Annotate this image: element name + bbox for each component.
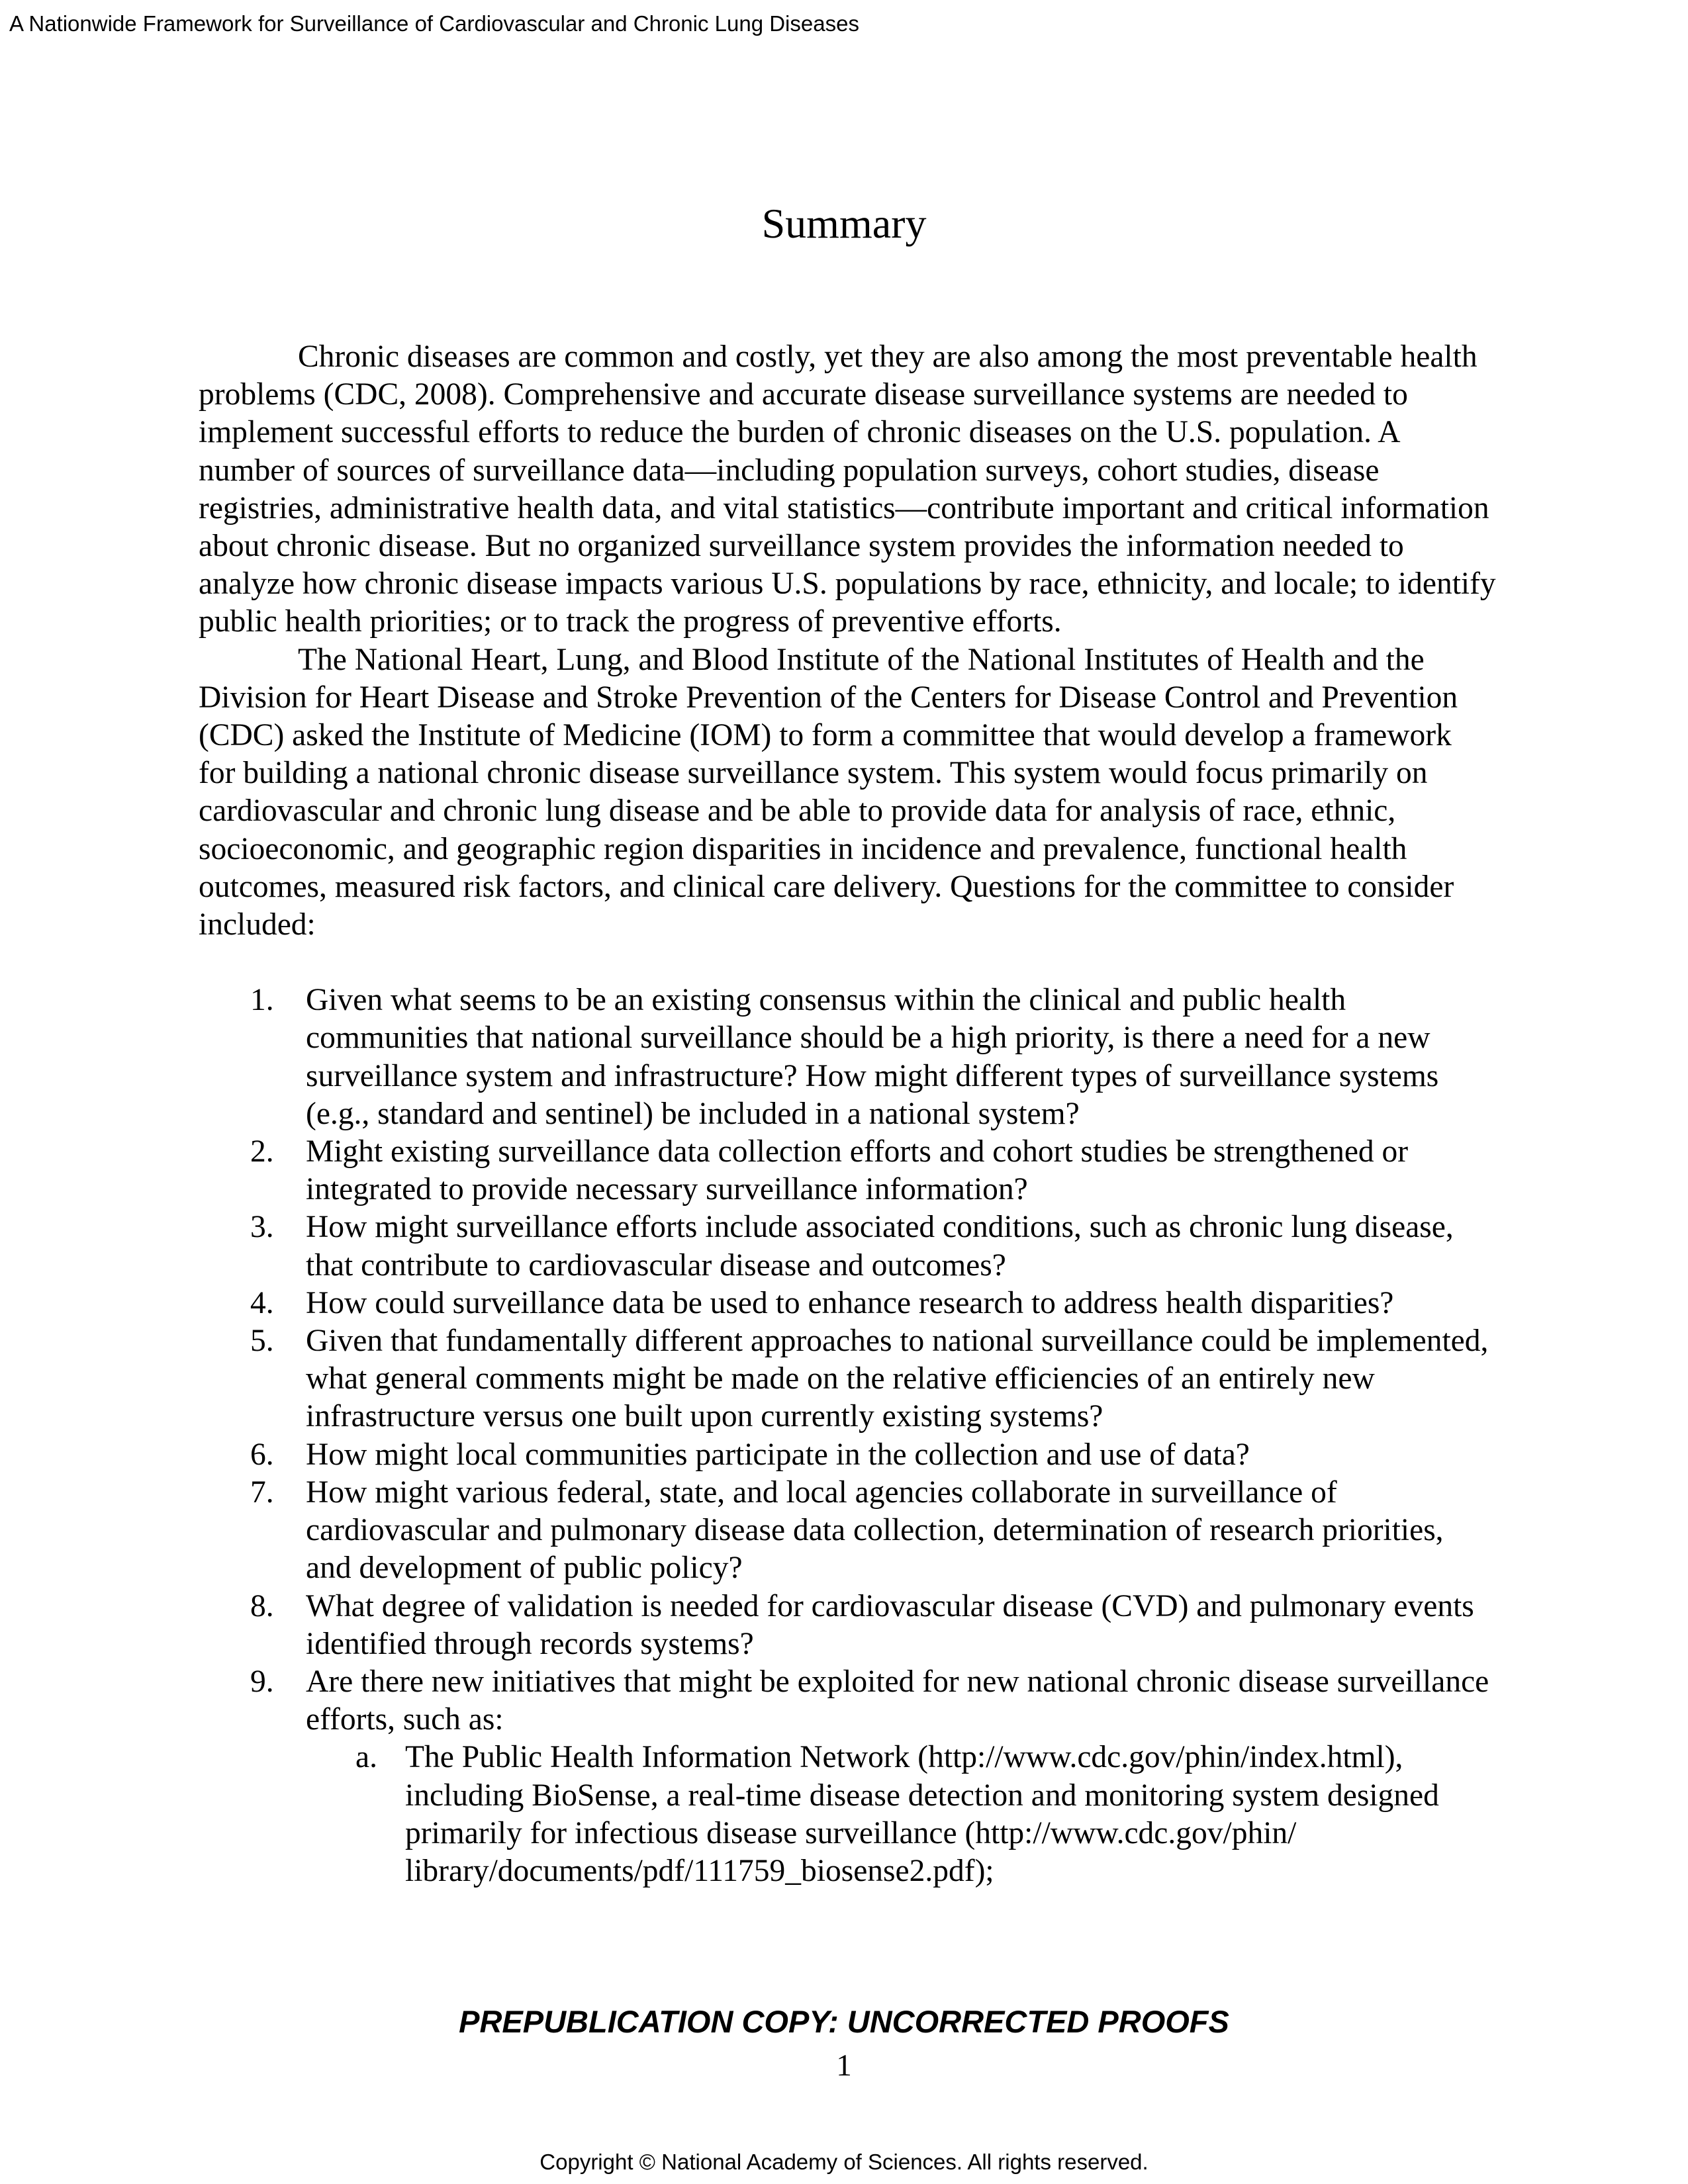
list-number: 4.: [250, 1285, 274, 1320]
list-item: [199, 1588, 1496, 1663]
list-number: 3.: [250, 1210, 274, 1245]
list-item: [199, 1663, 1496, 1890]
list-item: [199, 1322, 1496, 1436]
list-item: [199, 1133, 1496, 1208]
sub-items-list: [306, 1739, 1496, 1890]
page-title: Summary: [761, 200, 927, 247]
paragraph-intro: Chronic diseases are common and costly, yet they are also among the most preventable health problems (CDC, 2008). Comprehensive and accurate disease surveillance systems are needed to implement successful efforts to reduce the burden of chronic diseases on the U.S. population. A number of sources of surveillance data—including population surveys, cohort studies, disease registries, administrative health data, and vital statistics—contribute important and critical information about chronic disease. But no organized surveillance system provides the information needed to analyze how chronic disease impacts various U.S. populations by race, ethnicity, and locale; to identify public health priorities; or to track the progress of preventive efforts.: [199, 340, 1496, 639]
list-item-text: How might various federal, state, and local agencies collaborate in surveillance of cardiovascular and pulmonary disease data collection, determination of research priorities, and development of public policy?: [306, 1475, 1444, 1586]
sub-list-letter: a.: [355, 1740, 377, 1775]
list-number: 2.: [250, 1134, 274, 1169]
list-item: [199, 1285, 1496, 1322]
list-number: 9.: [250, 1664, 274, 1699]
running-header: A Nationwide Framework for Surveillance of Cardiovascular and Chronic Lung Diseases: [9, 11, 859, 36]
paragraph-charge: The National Heart, Lung, and Blood Institute of the National Institutes of Health and the Division for Heart Disease and Stroke Prevention of the Centers for Disease Control and Prevention (CDC) asked the Institute of Medicine (IOM) to form a committee that would develop a framework for building a national chronic disease surveillance system. This system would focus primarily on cardiovascular and chronic lung disease and be able to provide data for analysis of race, ethnic, socioeconomic, and geographic region disparities in incidence and prevalence, functional health outcomes, measured risk factors, and clinical care delivery. Questions for the committee to consider included:: [199, 642, 1458, 942]
questions-list: [199, 981, 1496, 1890]
sub-list-item: [306, 1739, 1496, 1890]
page-number: 1: [836, 2048, 852, 2083]
list-item-text: What degree of validation is needed for cardiovascular disease (CVD) and pulmonary events identified through records systems?: [306, 1588, 1474, 1661]
list-item-text: Are there new initiatives that might be exploited for new national chronic disease surveillance efforts, such as:: [306, 1664, 1489, 1737]
list-number: 8.: [250, 1588, 274, 1623]
list-item: [199, 981, 1496, 1133]
list-item-text: Given what seems to be an existing consensus within the clinical and public health communities that national surveillance should be a high priority, is there a need for a new surveillance system and infrastructure? How might different types of surveillance systems (e.g., standard and sentinel) be included in a national system?: [306, 983, 1439, 1131]
prepublication-notice: PREPUBLICATION COPY: UNCORRECTED PROOFS: [459, 2004, 1229, 2039]
list-item-text: How could surveillance data be used to enhance research to address health disparities?: [306, 1285, 1394, 1320]
list-number: 6.: [250, 1437, 274, 1472]
list-number: 1.: [250, 983, 274, 1018]
sub-list-item-text: The Public Health Information Network (http://www.cdc.gov/phin/index.html), including BioSense, a real-time disease detection and monitoring system designed primarily for infectious disease surveillance (http://www.cdc.gov/phin/ library/documents/pdf/111759_biosense2.pdf);: [405, 1740, 1439, 1888]
list-item-text: How might surveillance efforts include associated conditions, such as chronic lung disease, that contribute to cardiovascular disease and outcomes?: [306, 1210, 1454, 1283]
copyright-notice: Copyright © National Academy of Sciences. All rights reserved.: [539, 2150, 1149, 2174]
list-item: [199, 1436, 1496, 1474]
list-number: 5.: [250, 1324, 274, 1359]
list-item-text: How might local communities participate in the collection and use of data?: [306, 1437, 1250, 1472]
summary-body: [199, 338, 1496, 1890]
list-item: [199, 1474, 1496, 1588]
list-number: 7.: [250, 1475, 274, 1510]
list-item: [199, 1208, 1496, 1284]
list-item-text: Given that fundamentally different approaches to national surveillance could be implemented, what general comments might be made on the relative efficiencies of an entirely new infrastructure versus one built upon currently existing systems?: [306, 1324, 1489, 1434]
list-item-text: Might existing surveillance data collection efforts and cohort studies be strengthened or integrated to provide necessary surveillance information?: [306, 1134, 1409, 1207]
